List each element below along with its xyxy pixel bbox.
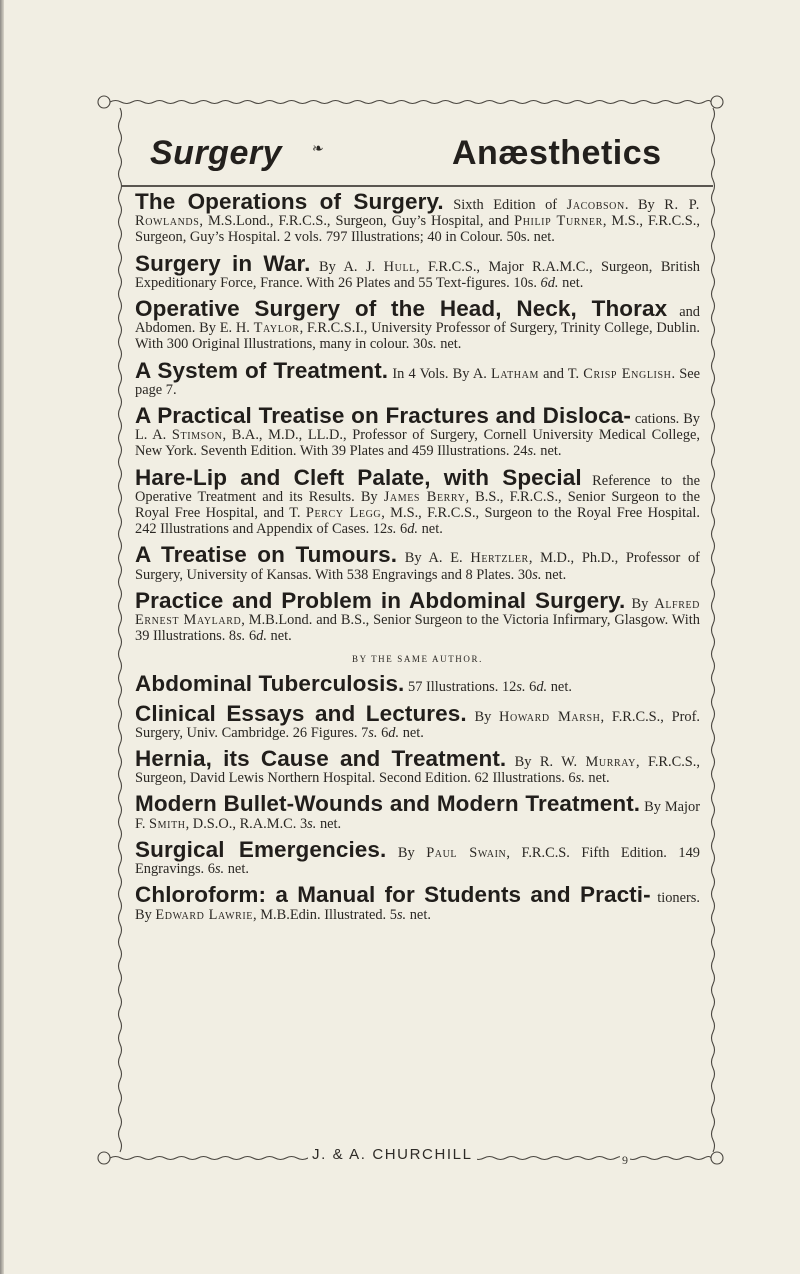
book-description: and Abdomen. By E. H. [135, 304, 700, 337]
book-description: net. [224, 861, 249, 878]
author-name: Smith [149, 815, 186, 832]
book-description: In 4 Vols. By A. [388, 365, 491, 382]
book-description: net. [547, 679, 572, 696]
author-name: Hull [383, 258, 416, 275]
book-description: , M.S., F.R.C.S., Surgeon, Guy’s Hospital. 2 vols. 797 Illustrations; 40 in Colour. 50s. net. [135, 213, 700, 246]
book-entry [135, 791, 700, 832]
book-title: Surgery in War. [135, 250, 311, 276]
author-name: Philip Turner [514, 213, 603, 230]
book-entry [135, 671, 700, 697]
publisher-footer: J. & A. CHURCHILL [308, 1146, 477, 1163]
price-unit: s. [307, 815, 317, 832]
book-title: The Operations of Surgery. [135, 189, 444, 214]
book-entry [135, 836, 700, 878]
price-unit: s. [236, 628, 246, 645]
price-unit: s. [387, 521, 397, 538]
book-description: By A. J. [310, 258, 384, 275]
author-name: Crisp English [583, 365, 672, 382]
price-unit: 6d. [540, 274, 559, 291]
price-unit: s. [532, 566, 542, 583]
book-description: By [386, 844, 427, 861]
author-name: Stimson [171, 427, 223, 444]
book-description: , M.D., Ph.D., Professor of Surgery, University of Kansas. With 538 Engravings and 8 Plates. 30 [135, 550, 700, 583]
book-description: 57 Illustrations. 12 [404, 679, 517, 696]
price-unit: s. [575, 770, 585, 787]
book-spine-shadow [0, 0, 4, 1274]
book-description: tioners. By [135, 890, 700, 923]
book-description: . By [624, 197, 665, 213]
book-description: By A. E. [397, 550, 471, 567]
top-wavy-border [110, 101, 711, 104]
book-title: Practice and Problem in Abdominal Surgery. [135, 587, 626, 613]
price-unit: s. [516, 679, 526, 696]
book-description: 6 [525, 679, 537, 696]
page-header [150, 134, 670, 184]
book-description: net. [399, 724, 424, 741]
author-name: Jacobson [566, 197, 625, 213]
book-title: Modern Bullet-Wounds and Modern Treatment. [135, 791, 641, 817]
book-description: net. [418, 521, 443, 538]
book-title: A Practical Treatise on Fractures and Disloca- [135, 403, 631, 429]
book-entry [135, 250, 700, 291]
author-name: Taylor [253, 320, 300, 337]
header-title-surgery: Surgery [150, 134, 282, 172]
section-subheading: BY THE SAME AUTHOR. [352, 654, 483, 665]
price-unit: s. [396, 906, 407, 923]
book-description: . See page 7. [135, 365, 700, 398]
book-description: , F.R.C.S., Surgeon, David Lewis Northern Hospital. Second Edition. 62 Illustrations. 6 [135, 754, 701, 787]
book-description: , F.R.C.S., Major R.A.M.C., Surgeon, British Expeditionary Force, France. With 26 Plates and 55 Text-figures. 10s. [135, 258, 700, 291]
book-description: , B.S., F.R.C.S., Senior Surgeon to the Royal Free Hospital, and T. [135, 488, 700, 522]
book-description: , M.S., F.R.C.S., Surgeon to the Royal Free Hospital. 242 Illustrations and Appendix of Cases. 12 [135, 505, 700, 538]
book-entry [135, 746, 701, 787]
book-description: net. [558, 274, 584, 291]
book-description: , F.R.C.S.I., University Professor of Surgery, Trinity College, Dublin. With 300 Original Illustrations, many in colour. 30 [135, 320, 700, 353]
author-name: Murray [585, 754, 636, 771]
corner-ring-bottom-left [98, 1152, 110, 1164]
book-description: net. [541, 566, 567, 583]
book-description: 6 [245, 628, 257, 645]
book-description: By [466, 708, 500, 725]
author-name: Edward Lawrie [155, 906, 254, 923]
book-description: 6 [396, 521, 408, 538]
page-number: 9 [622, 1153, 628, 1167]
book-title: Chloroform: a Manual for Students and Practi- [135, 882, 651, 908]
book-entry [135, 464, 701, 538]
book-title: Surgical Emergencies. [135, 836, 387, 862]
left-wavy-border [119, 108, 122, 1152]
book-description: net. [316, 815, 342, 832]
book-entry [135, 296, 700, 353]
book-description: , M.B.Lond. and B.S., Senior Surgeon to the Victoria Infirmary, Glasgow. With 39 Illustrations. 8 [135, 612, 700, 645]
book-description: , F.R.C.S., Prof. Surgery, Univ. Cambridge. 26 Figures. 7 [135, 708, 701, 741]
book-description: By R. W. [506, 754, 586, 771]
book-entry [135, 587, 701, 645]
corner-ring-top-left [98, 96, 110, 108]
book-title: Clinical Essays and Lectures. [135, 700, 467, 726]
book-title: A Treatise on Tumours. [135, 542, 398, 568]
book-entry [135, 700, 701, 741]
book-description: , F.R.C.S. Fifth Edition. 149 Engravings. 6 [135, 844, 700, 878]
right-wavy-border [712, 108, 715, 1152]
book-description: Sixth Edition of [443, 197, 567, 213]
book-title: A System of Treatment. [135, 357, 389, 383]
book-entry [135, 189, 701, 246]
book-entry [135, 357, 700, 398]
book-description: net. [536, 443, 562, 460]
book-title: Hernia, its Cause and Treatment. [135, 746, 507, 772]
author-name: Latham [491, 365, 539, 382]
price-unit: s. [427, 336, 437, 353]
book-description: net. [406, 906, 431, 923]
author-name: Paul Swain [426, 844, 507, 861]
author-name: Percy Legg [305, 505, 382, 522]
header-title-anaesthetics: Anæsthetics [452, 134, 662, 172]
header-rule [122, 185, 713, 187]
book-description: , B.A., M.D., LL.D., Professor of Surgery, Cornell University Medical College, New York. Seventh Edition. With 39 Plates and 459 Illustrations. 24 [135, 427, 700, 460]
book-description: net. [436, 336, 462, 353]
book-description: 6 [377, 724, 389, 741]
book-entry [135, 882, 700, 923]
book-description: net. [266, 628, 292, 645]
book-title: Operative Surgery of the Head, Neck, Thorax [135, 296, 668, 322]
book-description: Reference to the Operative Treatment and its Results. By [135, 472, 701, 505]
corner-ring-top-right [711, 96, 723, 108]
author-name: Hertzler [470, 550, 529, 567]
book-description: and T. [538, 365, 584, 382]
author-name: Alfred Ernest Maylard [135, 595, 701, 629]
corner-ring-bottom-right [711, 1152, 723, 1164]
book-description: , M.B.Edin. Illustrated. 5 [253, 906, 397, 923]
price-unit: s. [527, 443, 537, 460]
price-unit: d. [407, 521, 419, 538]
book-entry [135, 542, 700, 583]
book-title: Hare-Lip and Cleft Palate, with Special [135, 464, 582, 490]
book-description: cations. By L. A. [135, 411, 700, 444]
book-list [135, 189, 701, 933]
author-name: Howard Marsh [499, 708, 601, 725]
leaf-ornament-icon: ❧ [312, 142, 324, 157]
book-entry [135, 403, 700, 460]
price-unit: s. [368, 724, 378, 741]
price-unit: d. [388, 724, 400, 741]
price-unit: d. [536, 679, 548, 696]
book-description: , D.S.O., R.A.M.C. 3 [185, 815, 308, 832]
book-description: net. [584, 770, 610, 787]
book-description: By Major F. [135, 799, 700, 832]
price-unit: s. [214, 861, 225, 878]
author-name: James Berry [383, 488, 466, 505]
book-description: , M.S.Lond., F.R.C.S., Surgeon, Guy’s Hospital, and [199, 213, 515, 230]
price-unit: d. [256, 628, 267, 645]
book-description: By [625, 595, 655, 612]
book-title: Abdominal Tuberculosis. [135, 671, 405, 697]
author-name: R. P. Rowlands [135, 197, 701, 230]
